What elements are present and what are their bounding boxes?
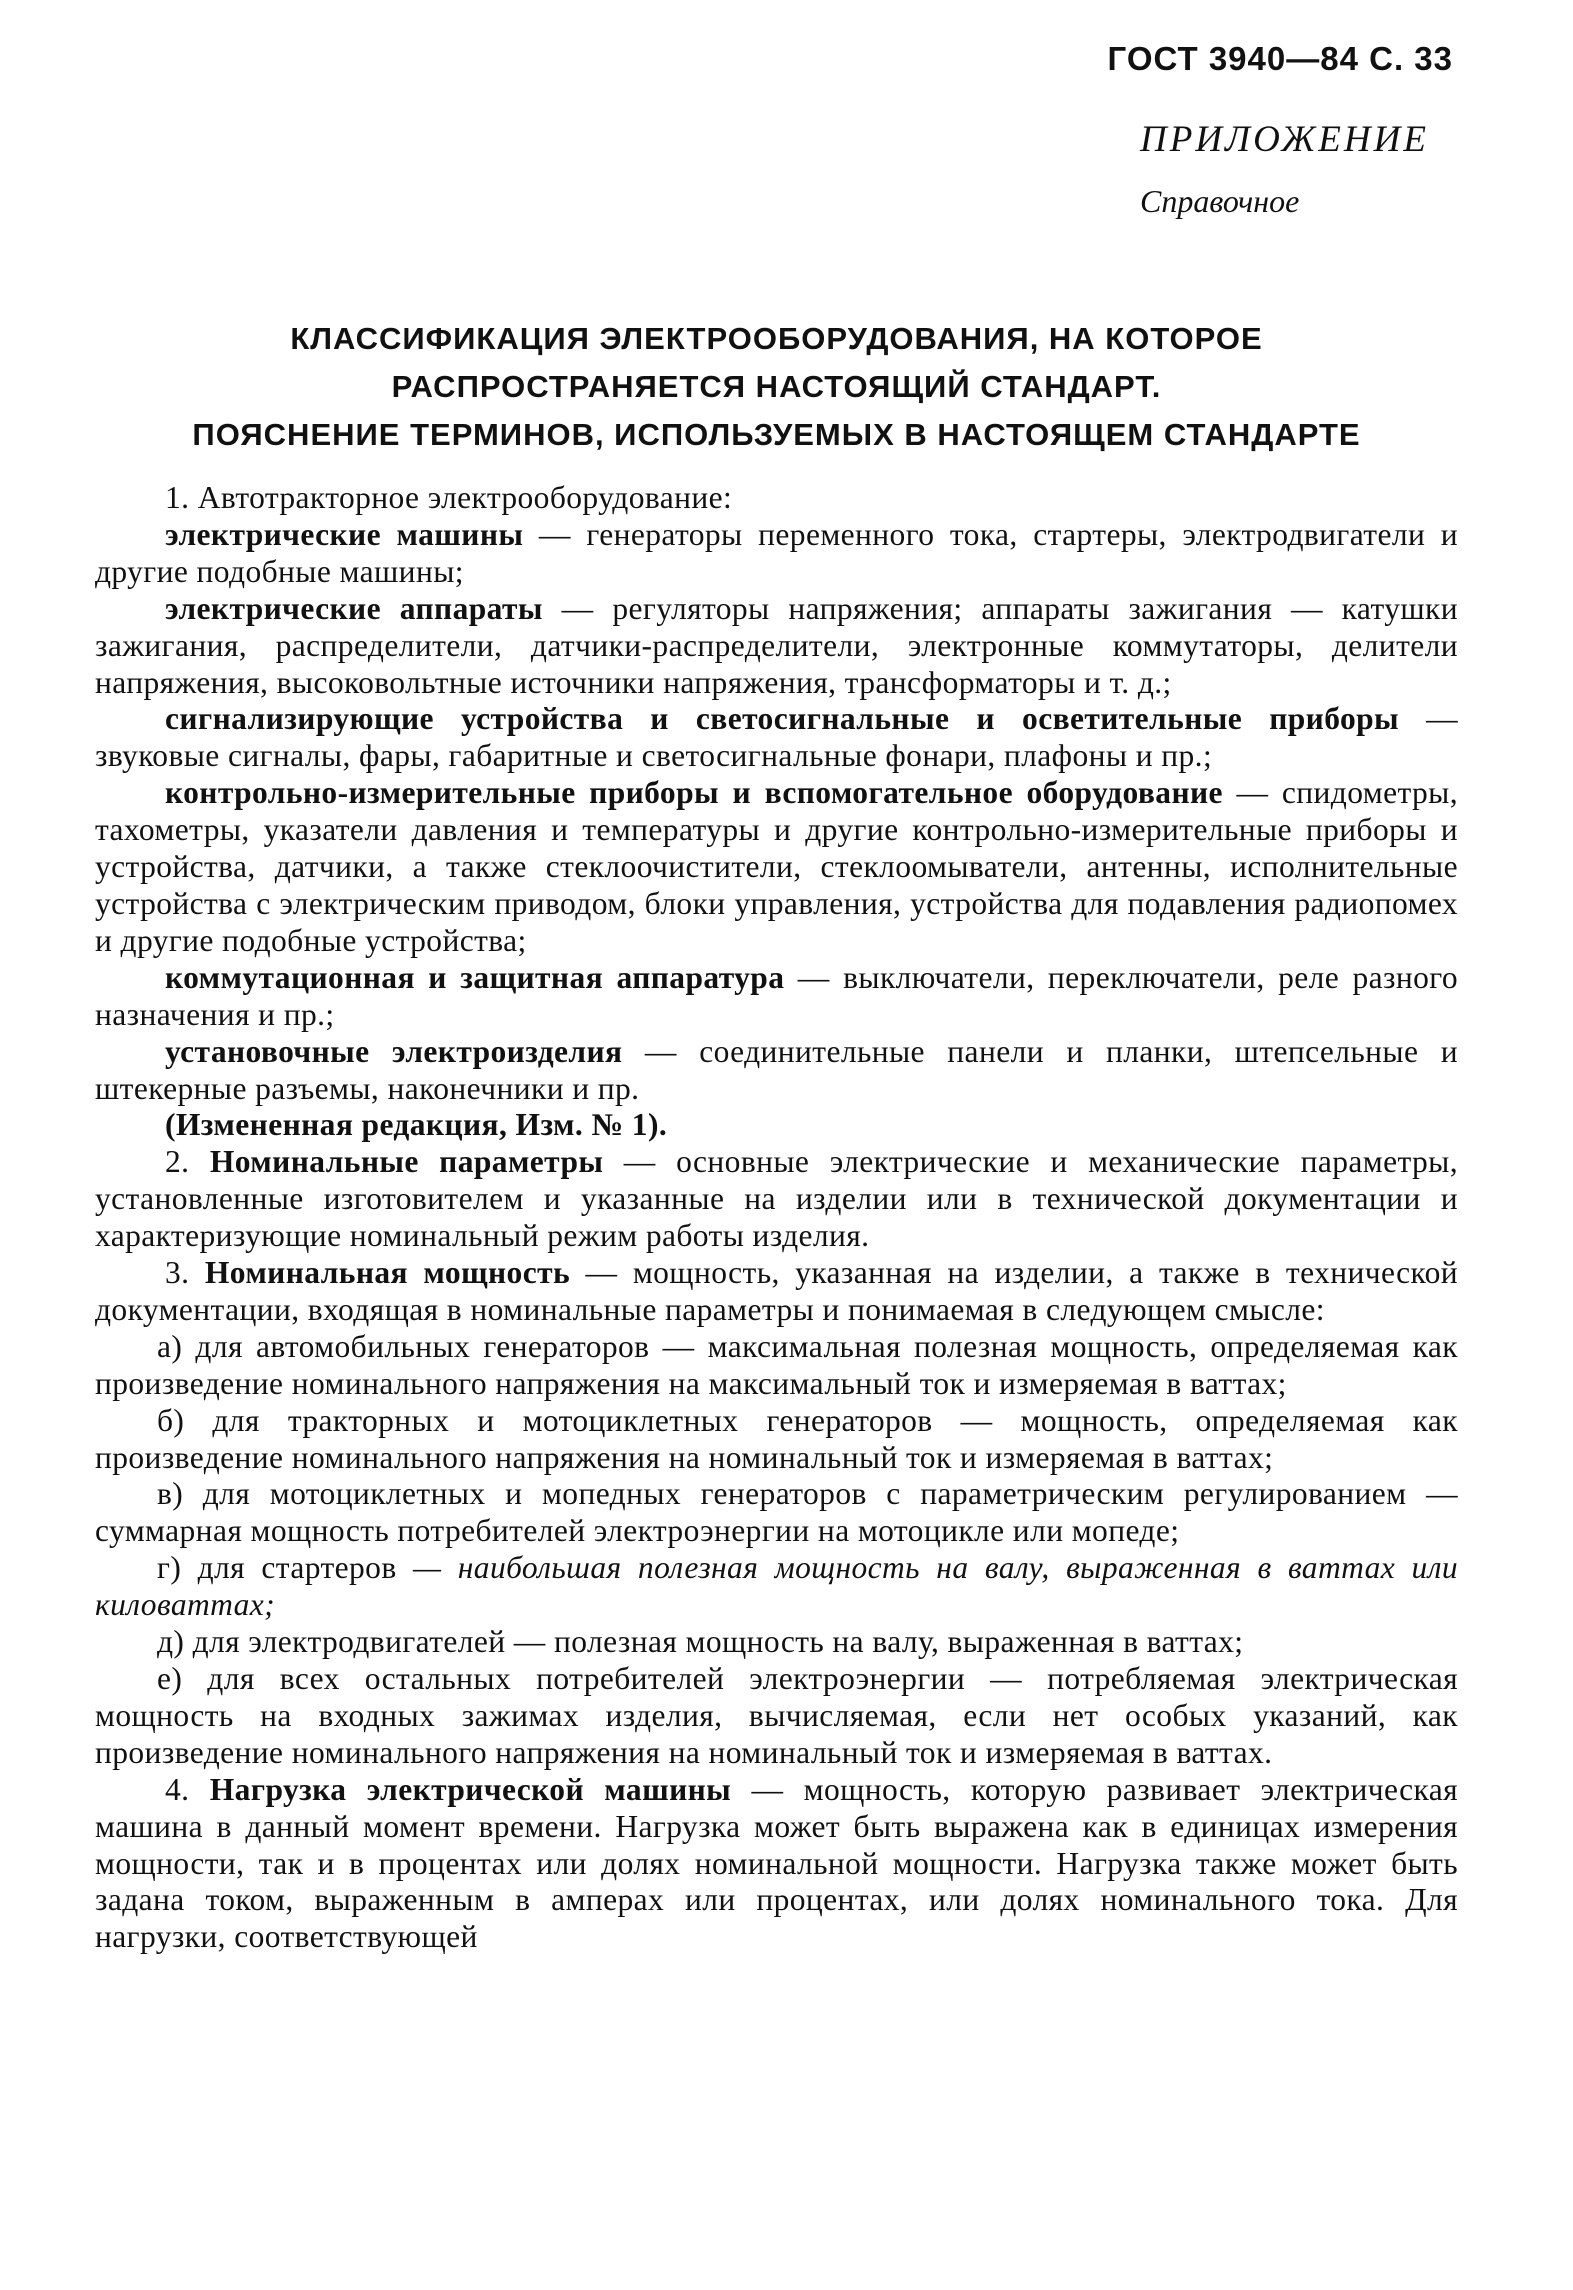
paragraph-install <box>95 1034 1458 1108</box>
term: контрольно-измерительные приборы и вспомогательное оборудование <box>165 775 1223 811</box>
term: Номинальная мощность <box>204 1255 571 1291</box>
term: установочные электроизделия <box>165 1033 623 1069</box>
section-heading <box>95 315 1458 459</box>
page-header: ГОСТ 3940—84 С. 33 <box>1107 40 1453 77</box>
paragraph-3a: а) для автомобильных генераторов — максимальная полезная мощность, определяемая как произведение номинального напряжения на максимальный ток и измеряемая в ваттах; <box>95 1328 1458 1401</box>
revision-note: (Измененная редакция, Изм. № 1). <box>165 1107 668 1143</box>
appendix-title: ПРИЛОЖЕНИЕ <box>1140 119 1429 160</box>
paragraph-apparatus <box>95 591 1458 702</box>
paragraph-3g: г) для стартеров — наибольшая полезная мощность на валу, выраженная в ваттах или киловаттах; <box>95 1550 1458 1623</box>
heading-line-1: КЛАССИФИКАЦИЯ ЭЛЕКТРООБОРУДОВАНИЯ, НА КОТОРОЕ <box>290 321 1263 356</box>
definition: — мощность, указанная на изделии, а также в технической документации, входящая в номинальные параметры и понимаемая в следующем смысле: <box>95 1255 1459 1327</box>
term: коммутационная и защитная аппаратура <box>165 959 785 995</box>
definition: — спидометры, тахометры, указатели давления и температуры и другие контрольно-измерительные приборы и устройства, датчики, а также стеклоочистители, стеклоомыватели, антенны, исполнительные устройства с электрическим приводом, блоки управления, устройства для подавления радиопомех и другие подобные устройства; <box>95 775 1458 958</box>
term: Нагрузка электрической машины <box>209 1771 732 1807</box>
term: Номинальные параметры <box>209 1144 604 1180</box>
definition: — мощность, которую развивает электрическая машина в данный момент времени. Нагрузка может быть выражена как в единицах измерения мощности, так и в процентах или долях номинальной мощности. Нагрузка также может быть задана током, выраженным в амперах или процентах, или долях номинального тока. Для нагрузки, соответствующей <box>95 1771 1459 1955</box>
paragraph-3d: д) для электродвигателей — полезная мощность на валу, выраженная в ваттах; <box>157 1624 1244 1660</box>
paragraph-3e: е) для всех остальных потребителей электроэнергии — потребляемая электрическая мощность на входных зажимах изделия, вычисляемая, если нет особых указаний, как произведение номинального напряжения на номинальный ток и измеряемая в ваттах. <box>95 1661 1458 1770</box>
definition: — регуляторы напряжения; аппараты зажигания — катушки зажигания, распределители, датчики-распределители, электронные коммутаторы, делители напряжения, высоковольтные источники напряжения, трансформаторы и т. д.; <box>95 590 1458 700</box>
definition: — основные электрические и механические параметры, установленные изготовителем и указанные на изделии или в технической документации и характеризующие номинальный режим работы изделия. <box>95 1144 1458 1254</box>
paragraph-1-intro: 1. Автотракторное электрооборудование: <box>165 480 733 515</box>
paragraph-3v: в) для мотоциклетных и мопедных генераторов с параметрическим регулированием — суммарная мощность потребителей электроэнергии на мотоцикле или мопеде; <box>95 1476 1458 1549</box>
definition: — звуковые сигналы, фары, габаритные и светосигнальные фонари, плафоны и пр.; <box>95 701 1458 774</box>
appendix-type: Справочное <box>1140 183 1300 219</box>
paragraph-signal <box>95 701 1458 775</box>
heading-line-3: ПОЯСНЕНИЕ ТЕРМИНОВ, ИСПОЛЬЗУЕМЫХ В НАСТОЯЩЕМ СТАНДАРТЕ <box>192 417 1361 452</box>
paragraph-3: 3. Номинальная мощность — мощность, указанная на изделии, а также в технической документации, входящая в номинальные параметры и понимаемая в следующем смысле: <box>95 1255 1459 1327</box>
term: сигнализирующие устройства и светосигнальные и осветительные приборы <box>165 701 1400 737</box>
paragraph-2: 2. Номинальные параметры — основные электрические и механические параметры, установленные изготовителем и указанные на изделии или в технической документации и характеризующие номинальный режим работы изделия. <box>95 1144 1458 1254</box>
term: электрические машины <box>165 516 524 552</box>
definition: — генераторы переменного тока, стартеры, электродвигатели и другие подобные машины; <box>95 516 1458 589</box>
paragraph-4: 4. Нагрузка электрической машины — мощность, которую развивает электрическая машина в данный момент времени. Нагрузка может быть выражена как в единицах измерения мощности, так и в процентах или долях номинальной мощности. Нагрузка также может быть задана током, выраженным в амперах или процентах, или долях номинального тока. Для нагрузки, соответствующей <box>95 1771 1459 1955</box>
definition: — соединительные панели и планки, штепсельные и штекерные разъемы, наконечники и пр. <box>95 1033 1459 1106</box>
paragraph-switch <box>95 960 1458 1034</box>
paragraph-machines <box>95 517 1458 591</box>
paragraph-control <box>95 775 1458 960</box>
document-body <box>95 480 1458 1956</box>
definition: — выключатели, переключатели, реле разного назначения и пр.; <box>95 959 1458 1032</box>
term: электрические аппараты <box>165 590 543 626</box>
paragraph-3b: б) для тракторных и мотоциклетных генераторов — мощность, определяемая как произведение номинального напряжения на номинальный ток и измеряемая в ваттах; <box>95 1402 1458 1475</box>
heading-line-2: РАСПРОСТРАНЯЕТСЯ НАСТОЯЩИЙ СТАНДАРТ. <box>391 369 1162 404</box>
